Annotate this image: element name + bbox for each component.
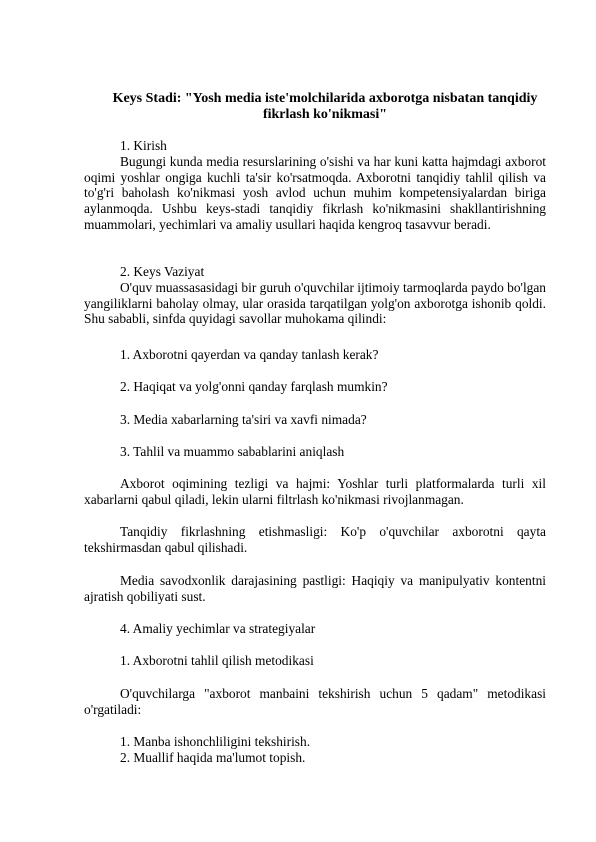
- paragraph-critical: Tanqidiy fikrlashning etishmasligi: Ko'p o'quvchilar axborotni qayta tekshirmasdan qabul qilishadi.: [84, 524, 546, 555]
- section-heading-case: 2. Keys Vaziyat: [120, 264, 205, 279]
- question-2: 2. Haqiqat va yolg'onni qanday farqlash mumkin?: [120, 379, 388, 394]
- section-heading-analysis: 3. Tahlil va muammo sabablarini aniqlash: [120, 444, 345, 459]
- paragraph-method: O'quvchilarga "axborot manbaini tekshirish uchun 5 qadam" metodikasi o'rgatiladi:: [84, 686, 546, 717]
- paragraph-case: O'quv muassasasidagi bir guruh o'quvchilar ijtimoiy tarmoqlarda paydo bo'lgan yangiliklarni baholay olmay, ular orasida tarqatilgan yolg'on axborotga ishonib qoldi. Shu sababli, sinfda quyidagi savollar muhokama qilindi:: [84, 280, 546, 327]
- step-1: 1. Manba ishonchliligini tekshirish.: [120, 734, 311, 749]
- question-3: 3. Media xabarlarning ta'siri va xavfi nimada?: [120, 412, 367, 427]
- section-heading-intro: 1. Kirish: [120, 138, 167, 153]
- section-heading-solutions: 4. Amaliy yechimlar va strategiyalar: [120, 621, 316, 636]
- paragraph-literacy: Media savodxonlik darajasining pastligi: Haqiqiy va manipulyativ kontentni ajratish qobiliyati sust.: [84, 573, 546, 604]
- subheading-method: 1. Axborotni tahlil qilish metodikasi: [120, 653, 314, 668]
- question-1: 1. Axborotni qayerdan va qanday tanlash kerak?: [120, 347, 379, 362]
- step-2: 2. Muallif haqida ma'lumot topish.: [120, 750, 306, 765]
- document-title: Keys Stadi: "Yosh media iste'molchilarida axborotga nisbatan tanqidiy fikrlash ko'nikmasi": [112, 91, 538, 122]
- paragraph-flow: Axborot oqimining tezligi va hajmi: Yoshlar turli platformalarda turli xil xabarlarni qabul qiladi, lekin ularni filtrlash ko'nikmasi rivojlanmagan.: [84, 476, 546, 507]
- paragraph-intro: Bugungi kunda media resurslarining o'sishi va har kuni katta hajmdagi axborot oqimi yoshlar ongiga kuchli ta'sir ko'rsatmoqda. Axborotni tanqidiy tahlil qilish va to'g'ri baholash ko'nikmasi yosh avlod uchun muhim kompetensiyalardan biriga aylanmoqda. Ushbu keys-stadi tanqidiy fikrlash ko'nikmasini shakllantirishning muammolari, yechimlari va amaliy usullari haqida kengroq tasavvur beradi.: [84, 154, 546, 232]
